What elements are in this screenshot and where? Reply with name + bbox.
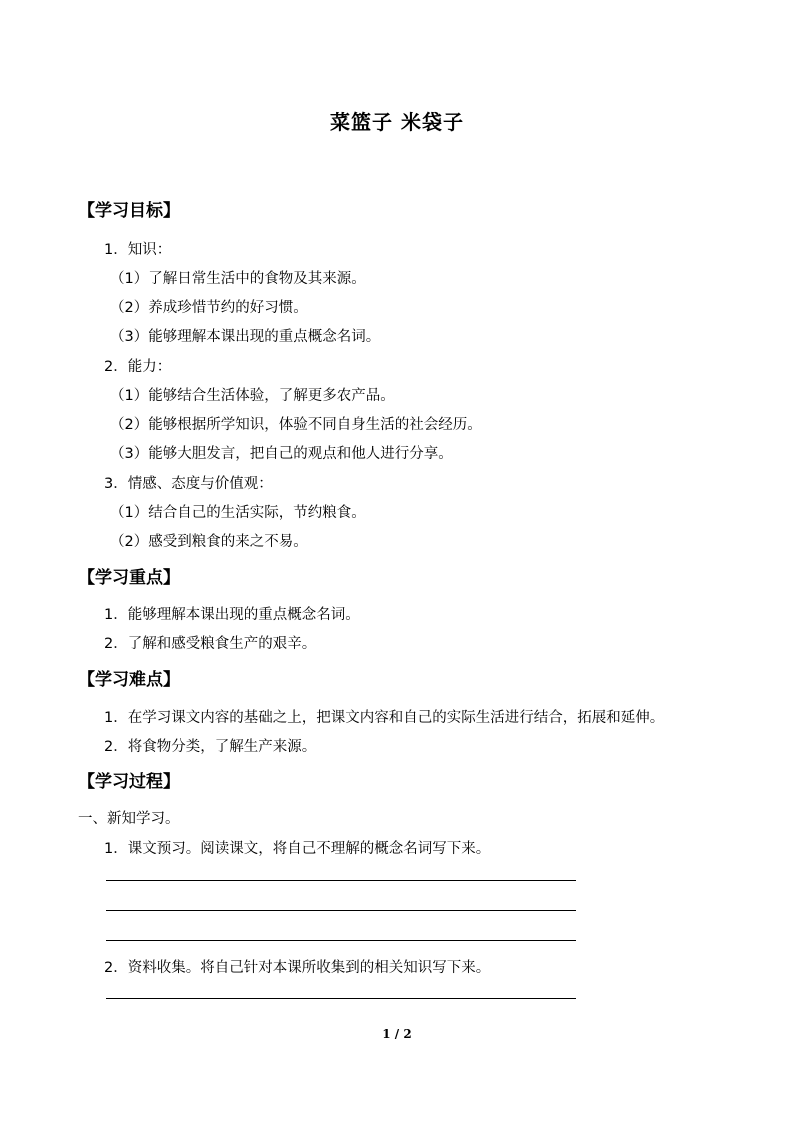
list-item: （1）结合自己的生活实际，节约粮食。	[110, 505, 366, 521]
list-item: （3）能够理解本课出现的重点概念名词。	[110, 329, 381, 345]
list-item: 2．了解和感受粮食生产的艰辛。	[104, 636, 317, 652]
list-item: 1．能够理解本课出现的重点概念名词。	[104, 607, 360, 623]
page-number: 1 / 2	[382, 1027, 412, 1041]
list-item: （3）能够大胆发言，把自己的观点和他人进行分享。	[110, 446, 453, 462]
list-item: （2）养成珍惜节约的好习惯。	[110, 300, 308, 316]
ability-label: 2．能力：	[104, 359, 172, 375]
part-one-label: 一、新知学习。	[78, 811, 180, 827]
section-heading-key-points: 【学习重点】	[78, 568, 180, 588]
answer-line[interactable]	[106, 910, 576, 911]
list-item: （2）感受到粮食的来之不易。	[110, 534, 308, 550]
list-item: 1．在学习课文内容的基础之上，把课文内容和自己的实际生活进行结合，拓展和延伸。	[104, 710, 665, 726]
answer-line[interactable]	[106, 880, 576, 881]
section-heading-process: 【学习过程】	[78, 772, 180, 792]
task-1-prompt: 1．课文预习。阅读课文，将自己不理解的概念名词写下来。	[104, 841, 491, 857]
emotion-label: 3．情感、态度与价值观：	[104, 476, 273, 492]
list-item: （2）能够根据所学知识，体验不同自身生活的社会经历。	[110, 417, 482, 433]
list-item: 2．将食物分类，了解生产来源。	[104, 739, 317, 755]
list-item: （1）能够结合生活体验，了解更多农产品。	[110, 388, 395, 404]
task-2-prompt: 2．资料收集。将自己针对本课所收集到的相关知识写下来。	[104, 960, 491, 976]
section-heading-difficulties: 【学习难点】	[78, 670, 180, 690]
answer-line[interactable]	[106, 940, 576, 941]
list-item: （1）了解日常生活中的食物及其来源。	[110, 271, 366, 287]
section-heading-objectives: 【学习目标】	[78, 201, 180, 221]
page-title: 菜篮子 米袋子	[330, 110, 464, 134]
answer-line[interactable]	[106, 998, 576, 999]
knowledge-label: 1．知识：	[104, 242, 172, 258]
